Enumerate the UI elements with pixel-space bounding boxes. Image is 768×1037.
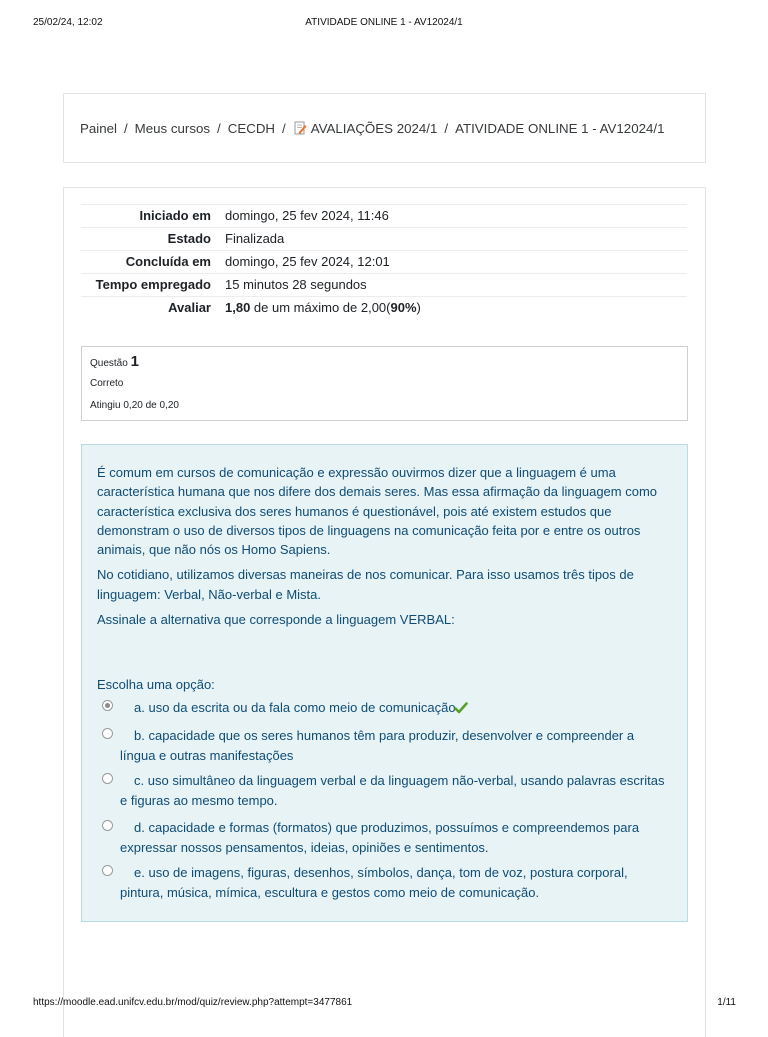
question-paragraph: Assinale a alternativa que corresponde a linguagem VERBAL: xyxy=(97,612,455,628)
option-c-label xyxy=(97,771,673,810)
option-b-radio[interactable] xyxy=(102,728,113,739)
option-c[interactable] xyxy=(97,771,673,810)
option-a-radio[interactable] xyxy=(102,700,113,711)
grade-close: ) xyxy=(416,300,421,315)
question-number-label: Questão xyxy=(90,358,131,369)
completed-value: domingo, 25 fev 2024, 12:01 xyxy=(219,251,687,274)
option-e-text: uso de imagens, figuras, desenhos, símbolos, dança, tom de voz, postura corporal, pintura, música, mímica, escultura e gestos como meio de comunicação. xyxy=(120,865,628,900)
option-e-letter: e. xyxy=(134,865,145,880)
breadcrumb-cecdh[interactable]: CECDH xyxy=(227,121,276,136)
grade-score: 1,80 xyxy=(225,300,251,315)
edit-document-icon xyxy=(293,121,307,135)
option-b-letter: b. xyxy=(134,728,145,743)
question-state: Correto xyxy=(90,378,124,389)
completed-label: Concluída em xyxy=(81,251,219,274)
grade-value xyxy=(219,297,687,320)
question-formulation xyxy=(81,444,688,922)
option-d[interactable] xyxy=(97,818,673,857)
choose-prompt: Escolha uma opção: xyxy=(97,677,215,692)
state-label: Estado xyxy=(81,228,219,251)
summary-row-started xyxy=(81,205,687,228)
grade-percent: 90% xyxy=(390,300,417,315)
option-a-letter: a. xyxy=(134,700,145,715)
breadcrumb-meus-cursos[interactable]: Meus cursos xyxy=(134,121,211,136)
breadcrumb-atividade[interactable]: ATIVIDADE ONLINE 1 - AV12024/1 xyxy=(455,121,665,136)
print-datetime: 25/02/24, 12:02 xyxy=(33,17,103,28)
state-value: Finalizada xyxy=(219,228,687,251)
print-title: ATIVIDADE ONLINE 1 - AV12024/1 xyxy=(305,17,463,28)
option-a[interactable] xyxy=(97,698,673,718)
breadcrumb-separator: / xyxy=(217,121,221,136)
breadcrumb-separator: / xyxy=(282,121,286,136)
option-b-label xyxy=(97,726,673,765)
option-d-radio[interactable] xyxy=(102,820,113,831)
question-number-value: 1 xyxy=(130,353,139,370)
question-text xyxy=(97,463,673,635)
option-c-radio[interactable] xyxy=(102,773,113,784)
breadcrumb-card xyxy=(63,93,706,163)
breadcrumb-painel[interactable]: Painel xyxy=(80,121,117,136)
summary-row-time xyxy=(81,274,687,297)
print-url: https://moodle.ead.unifcv.edu.br/mod/quiz/review.php?attempt=3477861 xyxy=(33,997,353,1008)
option-c-letter: c. xyxy=(134,773,145,788)
started-label: Iniciado em xyxy=(81,205,219,228)
question-paragraph: É comum em cursos de comunicação e expressão ouvirmos dizer que a linguagem é uma característica humana que nos difere dos demais seres. Mas essa afirmação da linguagem como característica exclusiva dos seres humanos é questionável, pois até existem estudos que demonstram o uso de diversos tipos de linguagens na comunicação feita por e entre os outros animais, que não nós os Homo Sapiens. xyxy=(97,465,658,558)
option-e-label xyxy=(97,863,673,902)
time-value: 15 minutos 28 segundos xyxy=(219,274,687,297)
option-b-text: capacidade que os seres humanos têm para produzir, desenvolver e compreender a língua e outras manifestações xyxy=(120,728,635,763)
breadcrumb-separator: / xyxy=(123,121,128,136)
check-icon xyxy=(454,702,468,714)
attempt-summary-table xyxy=(81,204,687,319)
print-page-number: 1/11 xyxy=(717,997,736,1008)
breadcrumb-avaliacoes[interactable] xyxy=(293,121,438,136)
question-info xyxy=(81,346,688,421)
summary-row-grade xyxy=(81,297,687,320)
question-paragraph: No cotidiano, utilizamos diversas maneiras de nos comunicar. Para isso usamos três tipos de linguagem: Verbal, Não-verbal e Mista. xyxy=(97,567,634,602)
breadcrumb-separator: / xyxy=(444,121,449,136)
question-number xyxy=(90,353,139,370)
question-grade: Atingiu 0,20 de 0,20 xyxy=(90,400,179,411)
option-e[interactable] xyxy=(97,863,673,902)
option-a-label xyxy=(97,698,673,718)
option-d-text: capacidade e formas (formatos) que produzimos, possuímos e compreendemos para expressar nossos pensamentos, ideias, opiniões e sentimentos. xyxy=(120,820,640,855)
grade-max: de um máximo de 2,00( xyxy=(250,300,391,315)
grade-label: Avaliar xyxy=(81,297,219,320)
summary-row-completed xyxy=(81,251,687,274)
option-c-text: uso simultâneo da linguagem verbal e da linguagem não-verbal, usando palavras escritas e figuras ao mesmo tempo. xyxy=(120,773,665,808)
breadcrumb xyxy=(80,121,664,136)
summary-row-state xyxy=(81,228,687,251)
option-a-text: uso da escrita ou da fala como meio de comunicação xyxy=(148,700,456,715)
option-d-label xyxy=(97,818,673,857)
option-e-radio[interactable] xyxy=(102,865,113,876)
started-value: domingo, 25 fev 2024, 11:46 xyxy=(219,205,687,228)
breadcrumb-avaliacoes-label: AVALIAÇÕES 2024/1 xyxy=(310,121,438,136)
option-d-letter: d. xyxy=(134,820,145,835)
time-label: Tempo empregado xyxy=(81,274,219,297)
option-b[interactable] xyxy=(97,726,673,765)
